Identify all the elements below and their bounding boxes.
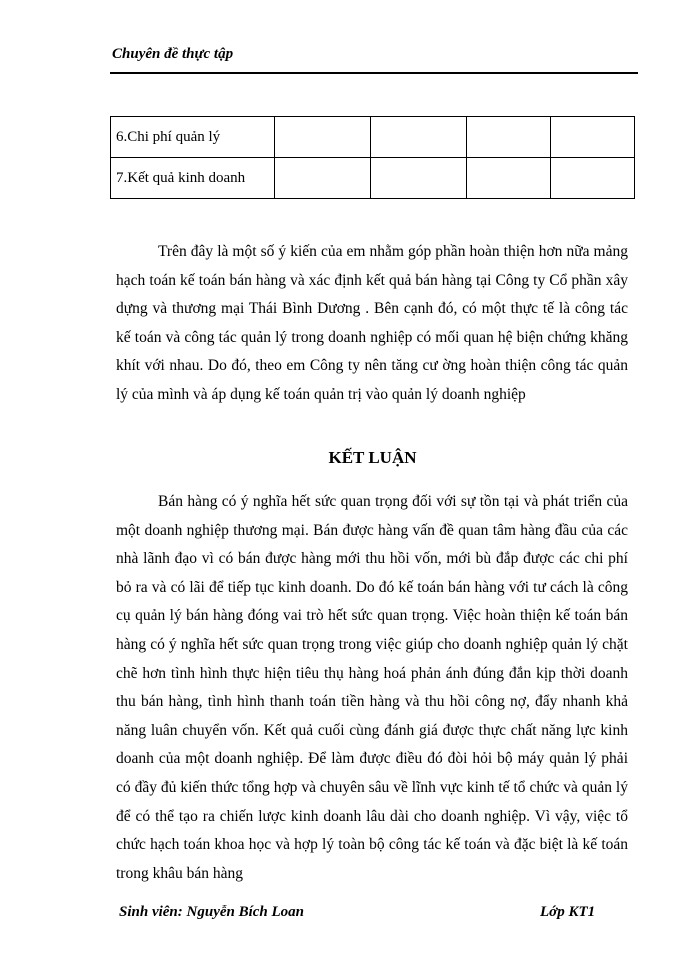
table-cell (371, 158, 467, 199)
footer-student-name: Sinh viên: Nguyễn Bích Loan (119, 904, 305, 920)
table-row (111, 158, 635, 199)
table-row-label: 7.Kết quả kinh doanh (111, 158, 275, 199)
table-row (111, 117, 635, 158)
conclusion-paragraph: Bán hàng có ý nghĩa hết sức quan trọng đối với sự tồn tại và phát triển của một doanh nghiệp thương mại. Bán được hàng vấn đề quan tâm hàng đầu của các nhà lãnh đạo vì có bán được hàng mới thu hồi vốn, mới bù đắp được các chi phí bỏ ra và có lãi để tiếp tục kinh doanh. Do đó kế toán bán hàng với tư cách là công cụ quản lý bán hàng đóng vai trò hết sức quan trọng. Việc hoàn thiện kế toán bán hàng có ý nghĩa hết sức quan trọng trong việc giúp cho doanh nghiệp quản lý chặt chẽ hơn tình hình thực hiện tiêu thụ hàng hoá phản ánh đúng đắn kịp thời doanh thu bán hàng, tình hình thanh toán tiền hàng và thu hồi công nợ, đẩy nhanh khả năng luân chuyển vốn. Kết quả cuối cùng đánh giá được thực chất năng lực kinh doanh của một doanh nghiệp. Để làm được điều đó đòi hỏi bộ máy quản lý phải có đầy đủ kiến thức tổng hợp và chuyên sâu về lĩnh vực kinh tế tổ chức và quản lý để có thể tạo ra chiến lược kinh doanh lâu dài cho doanh nghiệp. Vì vậy, việc tổ chức hạch toán khoa học và hợp lý toàn bộ công tác kế toán và đặc biệt là kế toán trong khâu bán hàng (116, 493, 628, 882)
table-cell (551, 117, 635, 158)
body-paragraph: Trên đây là một số ý kiến của em nhằm góp phần hoàn thiện hơn nữa mảng hạch toán kế toán bán hàng và xác định kết quả bán hàng tại Công ty Cổ phần xây dựng và thương mại Thái Bình Dương . Bên cạnh đó, có một thực tế là công tác kế toán và công tác quản lý trong doanh nghiệp có mối quan hệ biện chứng khăng khít với nhau. Do đó, theo em Công ty nên tăng cư ờng hoàn thiện công tác quản lý của mình và áp dụng kế toán quản trị vào quản lý doanh nghiệp (116, 243, 628, 403)
page-header-title: Chuyên đề thực tập (112, 46, 234, 62)
cost-table (110, 116, 635, 199)
table-cell (467, 158, 551, 199)
table-cell (371, 117, 467, 158)
header-divider (110, 72, 638, 74)
table-cell (275, 117, 371, 158)
footer-class: Lớp KT1 (540, 904, 596, 920)
table-cell (275, 158, 371, 199)
table-cell (551, 158, 635, 199)
table-row-label: 6.Chi phí quản lý (111, 117, 275, 158)
section-title: KẾT LUẬN (328, 448, 417, 467)
table-cell (467, 117, 551, 158)
